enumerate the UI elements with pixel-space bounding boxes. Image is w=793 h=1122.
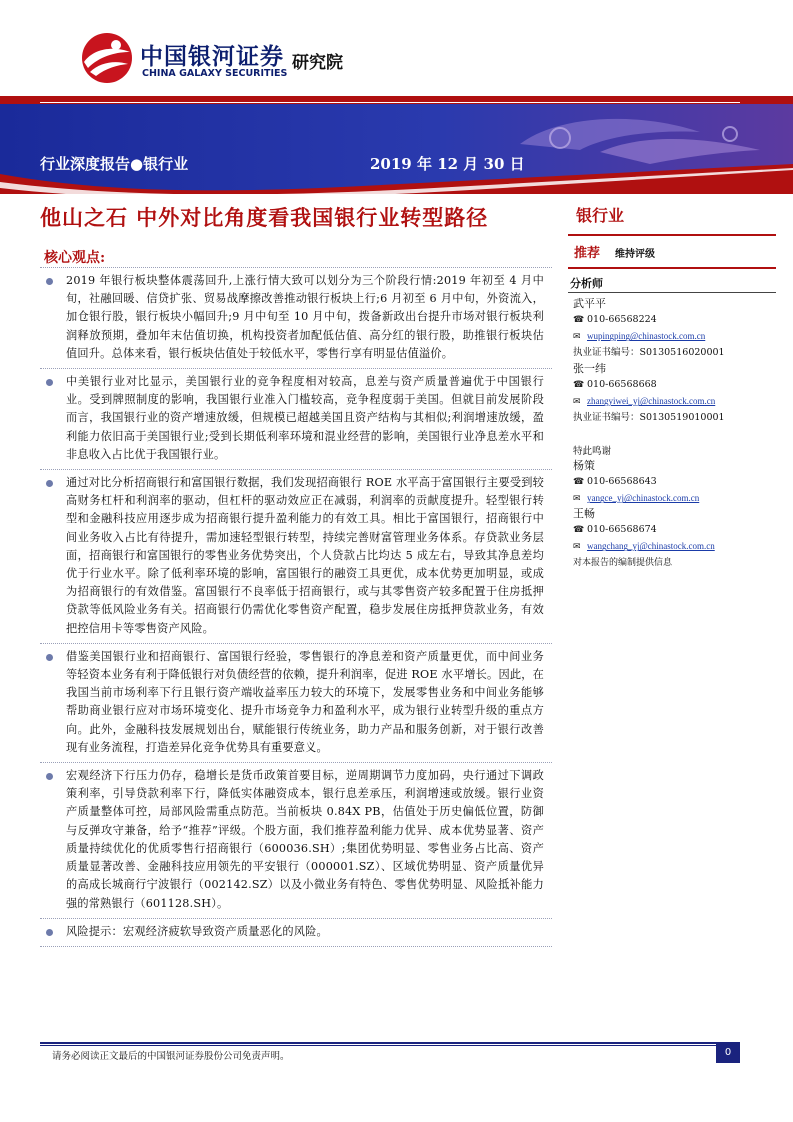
mail-icon: ✉ bbox=[573, 542, 581, 553]
bullet-icon bbox=[46, 278, 53, 285]
contributor-email-link[interactable]: yangce_yj@chinastock.com.cn bbox=[587, 493, 700, 504]
mail-icon: ✉ bbox=[573, 332, 581, 343]
page-number: 0 bbox=[716, 1043, 740, 1063]
analyst-email-row bbox=[573, 393, 778, 409]
analyst-heading: 分析师 bbox=[570, 277, 603, 290]
contributor-card bbox=[573, 506, 778, 555]
contributor-note: 对本报告的编制提供信息 bbox=[573, 558, 673, 568]
core-points-list bbox=[40, 267, 552, 948]
sidebar-rule bbox=[568, 234, 776, 236]
analyst-email-link[interactable]: zhangyiwei_yj@chinastock.com.cn bbox=[587, 396, 716, 407]
sidebar-rule-thin bbox=[568, 292, 776, 293]
phone-icon: ☎ bbox=[573, 380, 585, 391]
bullet-icon bbox=[46, 773, 53, 780]
contributor-phone-row: ☎ 010-66568643 bbox=[573, 474, 778, 490]
galaxy-logo-icon bbox=[80, 32, 134, 84]
report-banner bbox=[0, 104, 793, 194]
core-point: 2019 年银行板块整体震荡回升,上涨行情大致可以划分为三个阶段行情:2019 年初至 4 月中旬，社融回暖、信贷扩张、贸易战摩擦改善推动银行板块上行;6 月初至 6 月中旬，外资流入，加仓银行股，银行板块小幅回升;9 月中旬至 10 月中旬，拨备新政出台提升市场对银行板块利润释放预期，叠加年末估值切换，机构投资者加配低估值、高分红的银行股，助推银行板块估值回升。总体来看，银行板块估值处于较低水平，零售行享有明显估值溢价。 bbox=[40, 267, 552, 368]
bullet-icon bbox=[46, 929, 53, 936]
core-views-heading: 核心观点: bbox=[44, 250, 106, 266]
core-point: 风险提示：宏观经济疲软导致资产质量恶化的风险。 bbox=[40, 918, 552, 946]
report-type: 行业深度报告●银行业 bbox=[40, 155, 189, 173]
core-point: 中美银行业对比显示，美国银行业的竞争程度相对较高，息差与资产质量普遍优于中国银行业。受到牌照制度的影响，我国银行业准入门槛较高，竞争程度弱于美国。但就目前发展阶段而言，我国银行业的资产增速放缓，但规模已超越美国且资产结构与其相似;利润增速放缓，盈利能力依旧高于美国银行业;受到长期低利率环境和混业经营的影响，美国银行业净息差水平和非息收入占比优于我国银行业。 bbox=[40, 368, 552, 469]
phone-icon: ☎ bbox=[573, 477, 585, 488]
report-title: 他山之石 中外对比角度看我国银行业转型路径 bbox=[40, 205, 489, 230]
footer-rule-thin bbox=[40, 1045, 740, 1046]
footer-disclaimer: 请务必阅读正文最后的中国银河证券股份公司免责声明。 bbox=[52, 1051, 290, 1062]
analyst-name: 武平平 bbox=[573, 297, 606, 310]
sidebar-rule bbox=[568, 267, 776, 269]
footer-rule bbox=[40, 1042, 740, 1044]
contributor-phone-row: ☎ 010-66568674 bbox=[573, 522, 778, 538]
contributor-name: 王畅 bbox=[573, 507, 595, 520]
bullet-icon bbox=[46, 379, 53, 386]
contributor-email-row bbox=[573, 538, 778, 554]
analyst-card bbox=[573, 296, 778, 361]
points-divider bbox=[40, 946, 552, 948]
core-point: 宏观经济下行压力仍存，稳增长是货币政策首要目标，逆周期调节力度加码，央行通过下调政策利率，引导贷款利率下行，降低实体融资成本，银行息差承压，利润增速或放缓。银行业资产质量整体可控，局部风险需重点防范。当前板块 0.84X PB，估值处于历史偏低位置，防御与反弹攻守兼备，给予“推荐”评级。个股方面，我们推荐盈利能力优异、成本优势显著、资产质量持续优化的优质零售行招商银行（600036.SH）;集团优势明显、零售业务占比高、资产质量显著改善、金融科技应用领先的平安银行（000001.SZ）、区域优势明显、资产质量优异的高成长城商行宁波银行（002142.SZ）以及小微业务有特色、零售优势明显、风险抵补能力强的常熟银行（601128.SH）。 bbox=[40, 762, 552, 918]
analyst-card bbox=[573, 361, 778, 426]
analyst-email-row bbox=[573, 328, 778, 344]
brand-name-cn: 中国银河证券 bbox=[140, 44, 284, 70]
phone-icon: ☎ bbox=[573, 315, 585, 326]
analyst-phone-row: ☎ 010-66568224 bbox=[573, 312, 778, 328]
contributor-card bbox=[573, 458, 778, 507]
analyst-phone-row: ☎ 010-66568668 bbox=[573, 377, 778, 393]
thanks-heading: 特此鸣谢 bbox=[573, 446, 612, 457]
analyst-license: 执业证书编号：S0130516020001 bbox=[573, 346, 725, 358]
mail-icon: ✉ bbox=[573, 397, 581, 408]
core-point: 通过对比分析招商银行和富国银行数据，我们发现招商银行 ROE 水平高于富国银行主要受到较高财务杠杆和利润率的驱动，但杠杆的驱动效应正在减弱，利润率的贡献度提升。轻型银行转型和金融科技应用逐步成为招商银行提升盈利能力的有效工具。相比于富国银行，招商银行中间业务收入占比有待提升，需加速轻型银行转型，持续完善财富管理业务体系。存贷款业务层面，招商银行和富国银行的零售业务优势突出，个人贷款占比均达 5 成左右，导致其净息差均优于行业水平。除了低利率环境的影响，富国银行的融资工具更优，成本优势更加明显，或成为招商银行的有效借鉴。富国银行不良率低于招商银行，或与其零售资产较多配置于住房抵押贷款等低风险业务有关。招商银行仍需优化零售资产配置，稳步发展住房抵押贷款业务，有效把控信用卡等零售资产风险。 bbox=[40, 469, 552, 643]
mail-icon: ✉ bbox=[573, 494, 581, 505]
core-point: 借鉴美国银行业和招商银行、富国银行经验，零售银行的净息差和资产质量更优，而中间业务等轻资本业务有利于降低银行对负债经营的依赖，提升利润率，促进 ROE 水平增长。因此，在我国当前市场利率下行且银行资产端收益率压力较大的环境下，发展零售业务和中间业务能够帮助商业银行应对市场环境变化、提升市场竞争力和盈利水平，成为银行业转型升级的重点方向。此外，金融科技发展规划出台，赋能银行传统业务，助力产品和服务创新，对于银行改善现有业务流程，打造差异化竞争优势具有重要意义。 bbox=[40, 643, 552, 762]
bullet-icon bbox=[46, 480, 53, 487]
analyst-license: 执业证书编号：S0130519010001 bbox=[573, 411, 725, 423]
contributor-name: 杨策 bbox=[573, 459, 595, 472]
report-date: 2019 年 12 月 30 日 bbox=[370, 155, 525, 173]
banner-divider bbox=[40, 102, 740, 103]
contributor-email-link[interactable]: wangchang_yj@chinastock.com.cn bbox=[587, 541, 715, 552]
analyst-email-link[interactable]: wupingping@chinastock.com.cn bbox=[587, 331, 706, 342]
contributor-email-row bbox=[573, 490, 778, 506]
bullet-icon bbox=[46, 654, 53, 661]
phone-icon: ☎ bbox=[573, 525, 585, 536]
rating-note: 维持评级 bbox=[615, 249, 655, 260]
institute-label: 研究院 bbox=[292, 53, 343, 73]
rating-label: 推荐 bbox=[574, 246, 601, 261]
brand-name-en: CHINA GALAXY SECURITIES bbox=[142, 68, 288, 79]
analyst-name: 张一纬 bbox=[573, 362, 606, 375]
sidebar-industry: 银行业 bbox=[576, 206, 625, 225]
